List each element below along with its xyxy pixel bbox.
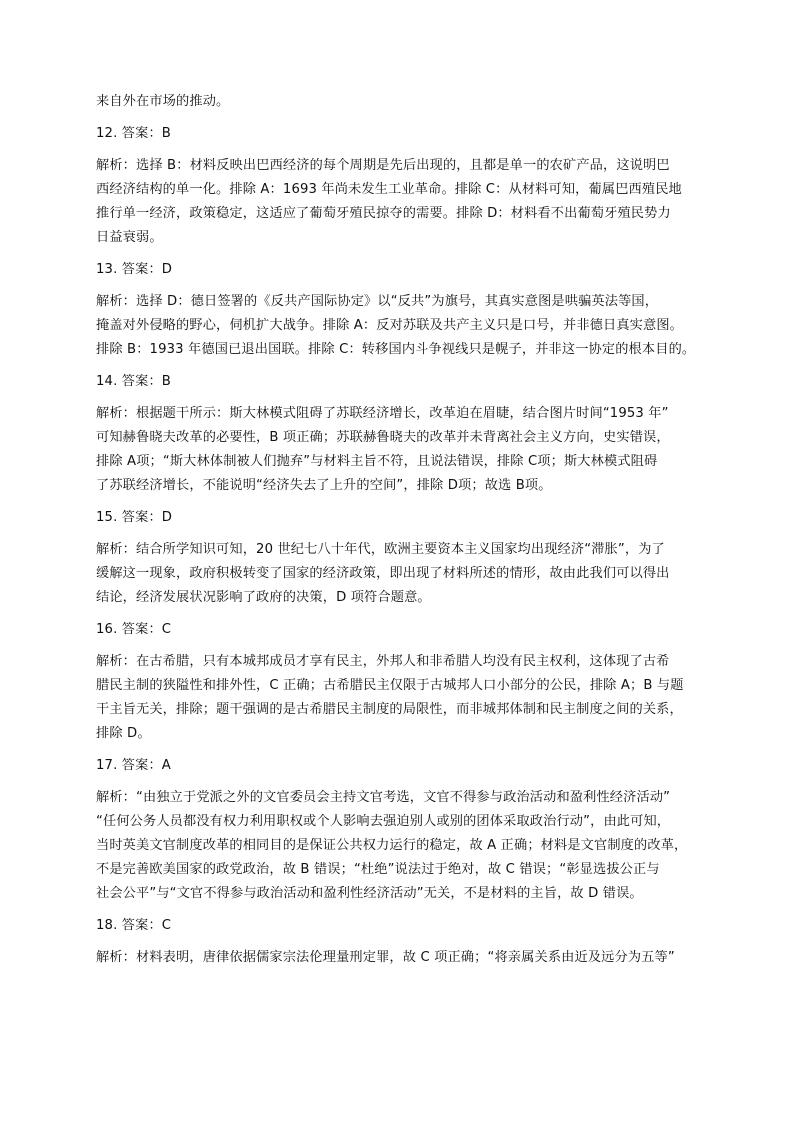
paragraph-gap	[96, 498, 708, 506]
text-line: 腊民主制的狭隘性和排外性，C 正确；古希腊民主仅限于古城邦人口小部分的公民，排除 A；B 与题	[96, 678, 684, 693]
answer-heading: 18. 答案：C	[96, 918, 172, 933]
answer-heading: 12. 答案：B	[96, 126, 171, 141]
answer-heading: 16. 答案：C	[96, 622, 172, 637]
paragraph-gap	[96, 362, 708, 370]
text-line: 西经济结构的单一化。排除 A：1693 年尚未发生工业革命。排除 C：从材料可知，葡属巴西殖民地	[96, 182, 682, 197]
text-line: 不是完善欧美国家的政党政治，故 B 错误；“杜绝”说法过于绝对，故 C 错误；“彰显选拔公正与	[96, 862, 660, 877]
text-line: 干主旨无关，排除；题干强调的是古希腊民主制度的局限性，而非城邦体制和民主制度之间的关系，	[96, 702, 683, 717]
answer-heading: 14. 答案：B	[96, 374, 171, 389]
text-line: 解析：根据题干所示：斯大林模式阻碍了苏联经济增长，改革迫在眉睫，结合图片时间“1953 年”	[96, 406, 669, 421]
text-line: 排除 D。	[96, 726, 151, 741]
text-line: 掩盖对外侵略的野心，伺机扩大战争。排除 A：反对苏联及共产主义只是口号，并非德日真实意图。	[96, 318, 684, 333]
text-line: 排除 B：1933 年德国已退出国联。排除 C：转移国内斗争视线只是幌子，并非这一协定的根本目的。	[96, 342, 696, 357]
paragraph-gap	[96, 394, 708, 402]
text-line: 日益衰弱。	[96, 230, 163, 245]
answer-heading: 13. 答案：D	[96, 262, 173, 277]
paragraph-gap	[96, 610, 708, 618]
text-line: 来自外在市场的推动。	[96, 94, 230, 109]
text-line: 社会公平”与“文官不得参与政治活动和盈利性经济活动”无关，不是材料的主旨，故 D 错误。	[96, 886, 643, 901]
text-line: 解析：材料表明，唐律依据儒家宗法伦理量刑定罪，故 C 项正确；“将亲属关系由近及远分为五等”	[96, 950, 675, 965]
text-line: 当时英美文官制度改革的相同目的是保证公共权力运行的稳定，故 A 正确；材料是文官制度的改革，	[96, 838, 688, 853]
text-line: 解析：选择 B：材料反映出巴西经济的每个周期是先后出现的，且都是单一的农矿产品，这说明巴	[96, 158, 670, 173]
text-line: 解析：“由独立于党派之外的文官委员会主持文官考选，文官不得参与政治活动和盈利性经济活动”	[96, 790, 671, 805]
answer-heading: 17. 答案：A	[96, 758, 171, 773]
paragraph-gap	[96, 906, 708, 914]
paragraph-gap	[96, 642, 708, 650]
paragraph-gap	[96, 746, 708, 754]
text-line: 了苏联经济增长，不能说明“经济失去了上升的空间”，排除 D项；故选 B项。	[96, 478, 552, 493]
paragraph-gap	[96, 282, 708, 290]
text-line: 解析：结合所学知识可知，20 世纪七八十年代，欧洲主要资本主义国家均出现经济“滞胀”，为了	[96, 542, 665, 557]
text-line: 解析：选择 D：德日签署的《反共产国际协定》以“反共”为旗号，其真实意图是哄骗英法等国，	[96, 294, 659, 309]
paragraph-gap	[96, 250, 708, 258]
document-page	[96, 90, 708, 970]
paragraph-gap	[96, 146, 708, 154]
text-line: “任何公务人员都没有权力利用职权或个人影响去强迫别人或别的团体采取政治行动”，由此可知，	[96, 814, 671, 829]
paragraph-gap	[96, 114, 708, 122]
paragraph-gap	[96, 778, 708, 786]
text-line: 可知赫鲁晓夫改革的必要性，B 项正确；苏联赫鲁晓夫的改革并未背离社会主义方向，史实错误，	[96, 430, 670, 445]
paragraph-gap	[96, 938, 708, 946]
text-line: 解析：在古希腊，只有本城邦成员才享有民主，外邦人和非希腊人均没有民主权利，这体现了古希	[96, 654, 670, 669]
answer-heading: 15. 答案：D	[96, 510, 173, 525]
paragraph-gap	[96, 530, 708, 538]
text-line: 排除 A项；“斯大林体制被人们抛弃”与材料主旨不符，且说法错误，排除 C项；斯大林模式阻碍	[96, 454, 658, 469]
text-line: 缓解这一现象，政府积极转变了国家的经济政策，即出现了材料所述的情形，故由此我们可以得出	[96, 566, 670, 581]
text-line: 推行单一经济，政策稳定，这适应了葡萄牙殖民掠夺的需要。排除 D：材料看不出葡萄牙殖民势力	[96, 206, 671, 221]
text-line: 结论，经济发展状况影响了政府的决策，D 项符合题意。	[96, 590, 431, 605]
